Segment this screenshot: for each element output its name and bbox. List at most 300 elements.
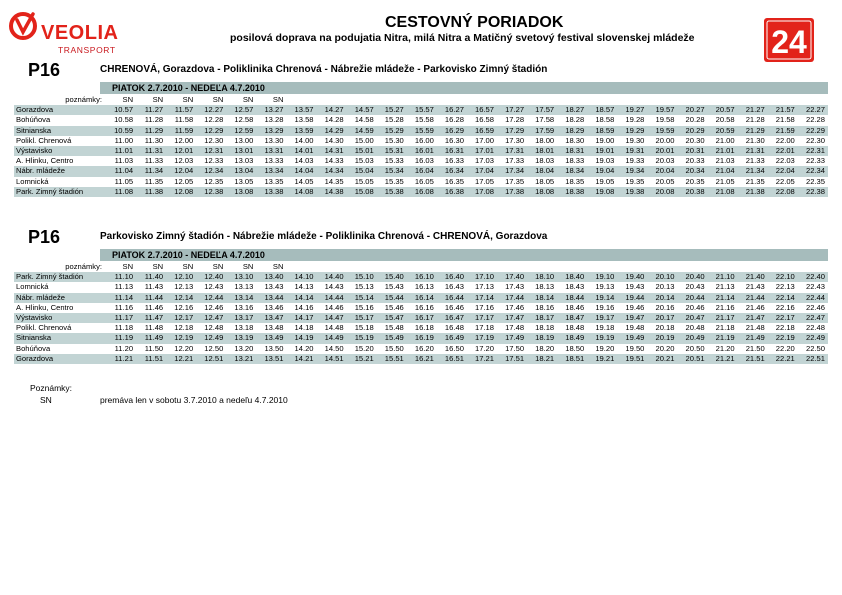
departure-time: 13.51 — [256, 354, 286, 364]
departure-time: 18.10 — [527, 272, 557, 282]
stop-name: Nábr. mládeže — [14, 293, 106, 303]
departure-time: 21.17 — [708, 313, 738, 323]
departure-time: 17.21 — [467, 354, 497, 364]
departure-time: 22.28 — [805, 115, 825, 125]
departure-time: 22.30 — [805, 135, 825, 145]
note-cell — [286, 95, 316, 105]
departure-time: 21.19 — [708, 333, 738, 343]
departure-time: 19.27 — [617, 105, 647, 115]
departure-time: 21.29 — [738, 126, 768, 136]
note-cell — [347, 262, 377, 272]
note-cell — [467, 95, 497, 105]
departure-time: 22.13 — [775, 282, 795, 292]
departure-time: 17.48 — [505, 323, 525, 333]
departure-time: 16.10 — [407, 272, 437, 282]
timetable — [14, 262, 828, 364]
stop-name: Polikl. Chrenová — [16, 135, 72, 145]
departure-time: 15.34 — [377, 166, 407, 176]
departure-time: 13.33 — [264, 156, 284, 166]
departure-time: 16.05 — [414, 176, 434, 186]
departure-time: 13.00 — [234, 135, 254, 145]
logo-subtitle: TRANSPORT — [58, 45, 116, 55]
departure-time: 11.38 — [136, 187, 166, 197]
departure-time: 11.01 — [106, 146, 136, 156]
departure-time: 19.21 — [587, 354, 617, 364]
departure-time: 12.21 — [166, 354, 196, 364]
departure-time: 18.01 — [527, 146, 557, 156]
note-cell — [557, 262, 587, 272]
departure-time: 13.49 — [256, 333, 286, 343]
departure-time: 22.46 — [805, 302, 825, 312]
departure-time: 13.29 — [256, 126, 286, 136]
note-cell — [677, 95, 707, 105]
note-cell — [407, 95, 437, 105]
departure-time: 11.48 — [144, 323, 164, 333]
veolia-logo-mark — [8, 10, 42, 44]
departure-time: 20.48 — [685, 323, 705, 333]
departure-time: 19.03 — [595, 156, 615, 166]
document-title: CESTOVNÝ PORIADOK — [385, 14, 564, 31]
departure-time: 12.43 — [204, 282, 224, 292]
departure-time: 15.48 — [384, 323, 404, 333]
departure-time: 15.51 — [377, 354, 407, 364]
departure-time: 16.13 — [414, 282, 434, 292]
departure-time: 16.50 — [444, 343, 464, 353]
departure-time: 21.33 — [745, 156, 765, 166]
departure-time: 19.47 — [617, 313, 647, 323]
departure-time: 15.50 — [384, 343, 404, 353]
departure-time: 14.10 — [286, 272, 316, 282]
departure-time: 14.31 — [317, 146, 347, 156]
departure-time: 17.10 — [467, 272, 497, 282]
departure-time: 18.13 — [535, 282, 555, 292]
note-cell — [497, 262, 527, 272]
departure-time: 12.03 — [174, 156, 194, 166]
departure-time: 20.57 — [708, 105, 738, 115]
departure-time: 20.30 — [685, 135, 705, 145]
departure-time: 17.51 — [497, 354, 527, 364]
departure-time: 12.29 — [196, 126, 226, 136]
departure-time: 16.44 — [437, 293, 467, 303]
departure-time: 22.44 — [798, 293, 828, 303]
departure-time: 20.50 — [685, 343, 705, 353]
departure-time: 14.04 — [286, 166, 316, 176]
departure-time: 20.49 — [677, 333, 707, 343]
departure-time: 15.43 — [384, 282, 404, 292]
departure-time: 18.19 — [527, 333, 557, 343]
departure-time: 14.05 — [294, 176, 314, 186]
departure-time: 13.28 — [264, 115, 284, 125]
departure-time: 18.04 — [527, 166, 557, 176]
note-cell: SN — [122, 95, 134, 104]
departure-time: 12.34 — [196, 166, 226, 176]
departure-time: 11.04 — [106, 166, 136, 176]
note-cell: SN — [272, 95, 284, 104]
departure-time: 13.20 — [234, 343, 254, 353]
note-cell: SN — [182, 262, 194, 271]
note-cell — [708, 262, 738, 272]
departure-time: 16.51 — [437, 354, 467, 364]
departure-time: 17.27 — [497, 105, 527, 115]
note-cell — [497, 95, 527, 105]
departure-time: 21.05 — [715, 176, 735, 186]
departure-time: 16.33 — [444, 156, 464, 166]
table-row — [14, 303, 828, 313]
departure-time: 11.03 — [114, 156, 134, 166]
departure-time: 19.51 — [617, 354, 647, 364]
table-row — [14, 323, 828, 333]
departure-time: 16.28 — [444, 115, 464, 125]
departure-time: 21.13 — [715, 282, 735, 292]
departure-time: 12.58 — [234, 115, 254, 125]
departure-time: 17.29 — [497, 126, 527, 136]
departure-time: 11.08 — [106, 187, 136, 197]
departure-time: 22.35 — [805, 176, 825, 186]
departure-time: 11.40 — [136, 272, 166, 282]
departure-time: 21.00 — [715, 135, 735, 145]
departure-time: 13.47 — [256, 313, 286, 323]
note-cell — [798, 262, 828, 272]
departure-time: 12.04 — [166, 166, 196, 176]
departure-time: 16.00 — [414, 135, 434, 145]
departure-time: 17.38 — [497, 187, 527, 197]
departure-time: 11.43 — [144, 282, 164, 292]
departure-time: 11.21 — [106, 354, 136, 364]
departure-time: 19.34 — [617, 166, 647, 176]
departure-time: 12.00 — [174, 135, 194, 145]
table-row — [14, 156, 828, 166]
departure-time: 20.16 — [655, 302, 675, 312]
departure-time: 12.28 — [204, 115, 224, 125]
note-cell — [617, 95, 647, 105]
departure-time: 12.59 — [226, 126, 256, 136]
departure-time: 22.48 — [805, 323, 825, 333]
departure-time: 22.21 — [768, 354, 798, 364]
departure-time: 11.47 — [136, 313, 166, 323]
departure-time: 18.31 — [557, 146, 587, 156]
departure-time: 22.43 — [805, 282, 825, 292]
departure-time: 22.10 — [768, 272, 798, 282]
departure-time: 14.44 — [317, 293, 347, 303]
departure-time: 13.21 — [226, 354, 256, 364]
table-row — [14, 136, 828, 146]
departure-time: 16.20 — [414, 343, 434, 353]
departure-time: 11.49 — [136, 333, 166, 343]
departure-time: 11.57 — [166, 105, 196, 115]
departure-time: 11.14 — [106, 293, 136, 303]
departure-time: 19.29 — [617, 126, 647, 136]
departure-time: 12.13 — [174, 282, 194, 292]
departure-time: 11.51 — [136, 354, 166, 364]
departure-time: 15.47 — [377, 313, 407, 323]
note-cell — [407, 262, 437, 272]
departure-time: 19.05 — [595, 176, 615, 186]
validity-bar: PIATOK 2.7.2010 - NEDEĽA 4.7.2010 — [100, 82, 828, 94]
departure-time: 11.19 — [106, 333, 136, 343]
departure-time: 11.28 — [144, 115, 164, 125]
departure-time: 19.49 — [617, 333, 647, 343]
departure-time: 14.35 — [324, 176, 344, 186]
departure-time: 18.20 — [535, 343, 555, 353]
table-row — [14, 293, 828, 303]
departure-time: 15.18 — [354, 323, 374, 333]
departure-time: 12.20 — [174, 343, 194, 353]
departure-time: 18.47 — [557, 313, 587, 323]
departure-time: 22.51 — [798, 354, 828, 364]
departure-time: 13.59 — [286, 126, 316, 136]
departure-time: 17.34 — [497, 166, 527, 176]
departure-time: 14.29 — [317, 126, 347, 136]
footnote-text: premáva len v sobotu 3.7.2010 a nedeľu 4.7.2010 — [100, 395, 288, 405]
departure-time: 18.59 — [587, 126, 617, 136]
note-cell: SN — [212, 95, 224, 104]
departure-time: 20.10 — [647, 272, 677, 282]
departure-time: 15.13 — [354, 282, 374, 292]
departure-time: 12.33 — [204, 156, 224, 166]
departure-time: 15.38 — [377, 187, 407, 197]
departure-time: 12.46 — [204, 302, 224, 312]
table-row — [14, 282, 828, 292]
departure-time: 21.18 — [715, 323, 735, 333]
departure-time: 13.03 — [234, 156, 254, 166]
departure-time: 14.13 — [294, 282, 314, 292]
departure-time: 19.19 — [587, 333, 617, 343]
departure-time: 19.59 — [647, 126, 677, 136]
departure-time: 14.59 — [347, 126, 377, 136]
departure-time: 17.17 — [467, 313, 497, 323]
departure-time: 17.08 — [467, 187, 497, 197]
departure-time: 12.50 — [204, 343, 224, 353]
departure-time: 17.20 — [475, 343, 495, 353]
footnotes-label: Poznámky: — [30, 383, 73, 393]
note-cell — [527, 262, 557, 272]
departure-time: 14.27 — [317, 105, 347, 115]
departure-time: 18.17 — [527, 313, 557, 323]
departure-time: 18.33 — [565, 156, 585, 166]
departure-time: 21.46 — [745, 302, 765, 312]
departure-time: 15.19 — [347, 333, 377, 343]
departure-time: 21.48 — [745, 323, 765, 333]
departure-time: 12.48 — [204, 323, 224, 333]
departure-time: 12.19 — [166, 333, 196, 343]
validity-bar: PIATOK 2.7.2010 - NEDEĽA 4.7.2010 — [100, 249, 828, 261]
departure-time: 17.05 — [475, 176, 495, 186]
departure-time: 20.01 — [647, 146, 677, 156]
departure-time: 12.44 — [196, 293, 226, 303]
note-cell — [798, 95, 828, 105]
departure-time: 14.40 — [317, 272, 347, 282]
departure-time: 21.58 — [775, 115, 795, 125]
departure-time: 19.08 — [587, 187, 617, 197]
table-row — [14, 177, 828, 187]
departure-time: 16.34 — [437, 166, 467, 176]
line-code: P16 — [28, 227, 61, 247]
departure-time: 16.16 — [414, 302, 434, 312]
departure-time: 15.33 — [384, 156, 404, 166]
departure-time: 17.40 — [497, 272, 527, 282]
departure-time: 17.50 — [505, 343, 525, 353]
departure-time: 17.28 — [505, 115, 525, 125]
departure-time: 16.31 — [437, 146, 467, 156]
note-cell: SN — [152, 95, 164, 104]
departure-time: 14.17 — [286, 313, 316, 323]
notes-row-label: poznámky: — [65, 262, 102, 271]
note-cell — [617, 262, 647, 272]
departure-time: 14.28 — [324, 115, 344, 125]
note-cell — [437, 95, 467, 105]
departure-time: 20.08 — [647, 187, 677, 197]
departure-time: 18.34 — [557, 166, 587, 176]
departure-time: 11.33 — [144, 156, 164, 166]
departure-time: 15.44 — [377, 293, 407, 303]
departure-time: 18.57 — [587, 105, 617, 115]
departure-time: 14.34 — [317, 166, 347, 176]
departure-time: 17.04 — [467, 166, 497, 176]
departure-time: 15.10 — [347, 272, 377, 282]
departure-time: 19.43 — [625, 282, 645, 292]
departure-time: 17.57 — [527, 105, 557, 115]
departure-time: 17.19 — [467, 333, 497, 343]
departure-time: 16.04 — [407, 166, 437, 176]
departure-time: 16.47 — [437, 313, 467, 323]
table-row — [14, 187, 828, 197]
departure-time: 14.01 — [286, 146, 316, 156]
departure-time: 19.17 — [587, 313, 617, 323]
table-row — [14, 354, 828, 364]
departure-time: 11.10 — [106, 272, 136, 282]
departure-time: 21.30 — [745, 135, 765, 145]
departure-time: 21.35 — [745, 176, 765, 186]
departure-time: 16.19 — [407, 333, 437, 343]
note-cell — [527, 95, 557, 105]
departure-time: 14.18 — [294, 323, 314, 333]
departure-time: 17.33 — [505, 156, 525, 166]
departure-time: 15.04 — [347, 166, 377, 176]
departure-time: 15.59 — [407, 126, 437, 136]
departure-time: 20.44 — [677, 293, 707, 303]
departure-time: 13.19 — [226, 333, 256, 343]
badge-24-logo — [764, 18, 814, 62]
departure-time: 13.04 — [226, 166, 256, 176]
departure-time: 17.43 — [505, 282, 525, 292]
departure-time: 22.01 — [768, 146, 798, 156]
departure-time: 19.18 — [595, 323, 615, 333]
departure-time: 17.35 — [505, 176, 525, 186]
departure-time: 21.40 — [738, 272, 768, 282]
departure-time: 13.46 — [264, 302, 284, 312]
departure-time: 20.05 — [655, 176, 675, 186]
note-cell — [286, 262, 316, 272]
departure-time: 20.20 — [655, 343, 675, 353]
departure-time: 14.47 — [317, 313, 347, 323]
departure-time: 11.17 — [106, 313, 136, 323]
departure-time: 20.58 — [715, 115, 735, 125]
departure-time: 14.57 — [347, 105, 377, 115]
departure-time: 17.18 — [475, 323, 495, 333]
departure-time: 17.44 — [497, 293, 527, 303]
stop-name: Gorazdova — [14, 354, 106, 364]
departure-time: 16.59 — [467, 126, 497, 136]
departure-time: 20.04 — [647, 166, 677, 176]
departure-time: 12.16 — [174, 302, 194, 312]
departure-time: 20.21 — [647, 354, 677, 364]
table-row — [14, 333, 828, 343]
departure-time: 17.49 — [497, 333, 527, 343]
departure-time: 16.58 — [475, 115, 495, 125]
departure-time: 19.46 — [625, 302, 645, 312]
departure-time: 22.14 — [768, 293, 798, 303]
departure-time: 21.43 — [745, 282, 765, 292]
departure-time: 13.50 — [264, 343, 284, 353]
departure-time: 18.44 — [557, 293, 587, 303]
departure-time: 18.00 — [535, 135, 555, 145]
stop-name: A. Hlinku, Centro — [16, 302, 74, 312]
departure-time: 17.16 — [475, 302, 495, 312]
departure-time: 13.40 — [256, 272, 286, 282]
departure-time: 20.29 — [677, 126, 707, 136]
departure-time: 20.47 — [677, 313, 707, 323]
note-cell: SN — [122, 262, 134, 271]
departure-time: 16.49 — [437, 333, 467, 343]
table-row — [14, 126, 828, 136]
departure-time: 19.40 — [617, 272, 647, 282]
departure-time: 21.59 — [768, 126, 798, 136]
departure-time: 20.13 — [655, 282, 675, 292]
note-cell — [647, 262, 677, 272]
departure-time: 20.27 — [677, 105, 707, 115]
departure-time: 15.40 — [377, 272, 407, 282]
departure-time: 18.03 — [535, 156, 555, 166]
note-cell — [377, 262, 407, 272]
departure-time: 22.31 — [798, 146, 828, 156]
departure-time: 15.16 — [354, 302, 374, 312]
departure-time: 16.27 — [437, 105, 467, 115]
departure-time: 13.18 — [234, 323, 254, 333]
departure-time: 15.30 — [384, 135, 404, 145]
departure-time: 12.30 — [204, 135, 224, 145]
departure-time: 17.00 — [475, 135, 495, 145]
departure-time: 18.43 — [565, 282, 585, 292]
departure-time: 18.27 — [557, 105, 587, 115]
route-description: Parkovisko Zimný štadión - Nábrežie mládeže - Poliklinika Chrenová - CHRENOVÁ, Gorazdova — [100, 231, 548, 242]
departure-time: 11.13 — [114, 282, 134, 292]
table-row — [14, 344, 828, 354]
departure-time: 18.58 — [595, 115, 615, 125]
departure-time: 13.57 — [286, 105, 316, 115]
departure-time: 13.27 — [256, 105, 286, 115]
departure-time: 15.49 — [377, 333, 407, 343]
departure-time: 18.08 — [527, 187, 557, 197]
departure-time: 21.57 — [768, 105, 798, 115]
veolia-logo — [8, 10, 133, 55]
departure-time: 15.00 — [354, 135, 374, 145]
stop-name: Sitnianska — [14, 333, 106, 343]
departure-time: 15.35 — [384, 176, 404, 186]
departure-time: 10.58 — [114, 115, 134, 125]
document-subtitle: posilová doprava na podujatia Nitra, milá Nitra a Matičný svetový festival slovenskej mládeže — [230, 32, 695, 44]
departure-time: 12.40 — [196, 272, 226, 282]
departure-time: 22.18 — [775, 323, 795, 333]
departure-time: 14.08 — [286, 187, 316, 197]
departure-time: 12.38 — [196, 187, 226, 197]
departure-time: 21.38 — [738, 187, 768, 197]
departure-time: 21.49 — [738, 333, 768, 343]
departure-time: 17.13 — [475, 282, 495, 292]
departure-time: 17.58 — [535, 115, 555, 125]
logo-wordmark: VEOLIA — [41, 22, 119, 44]
departure-time: 22.34 — [798, 166, 828, 176]
departure-time: 22.04 — [768, 166, 798, 176]
